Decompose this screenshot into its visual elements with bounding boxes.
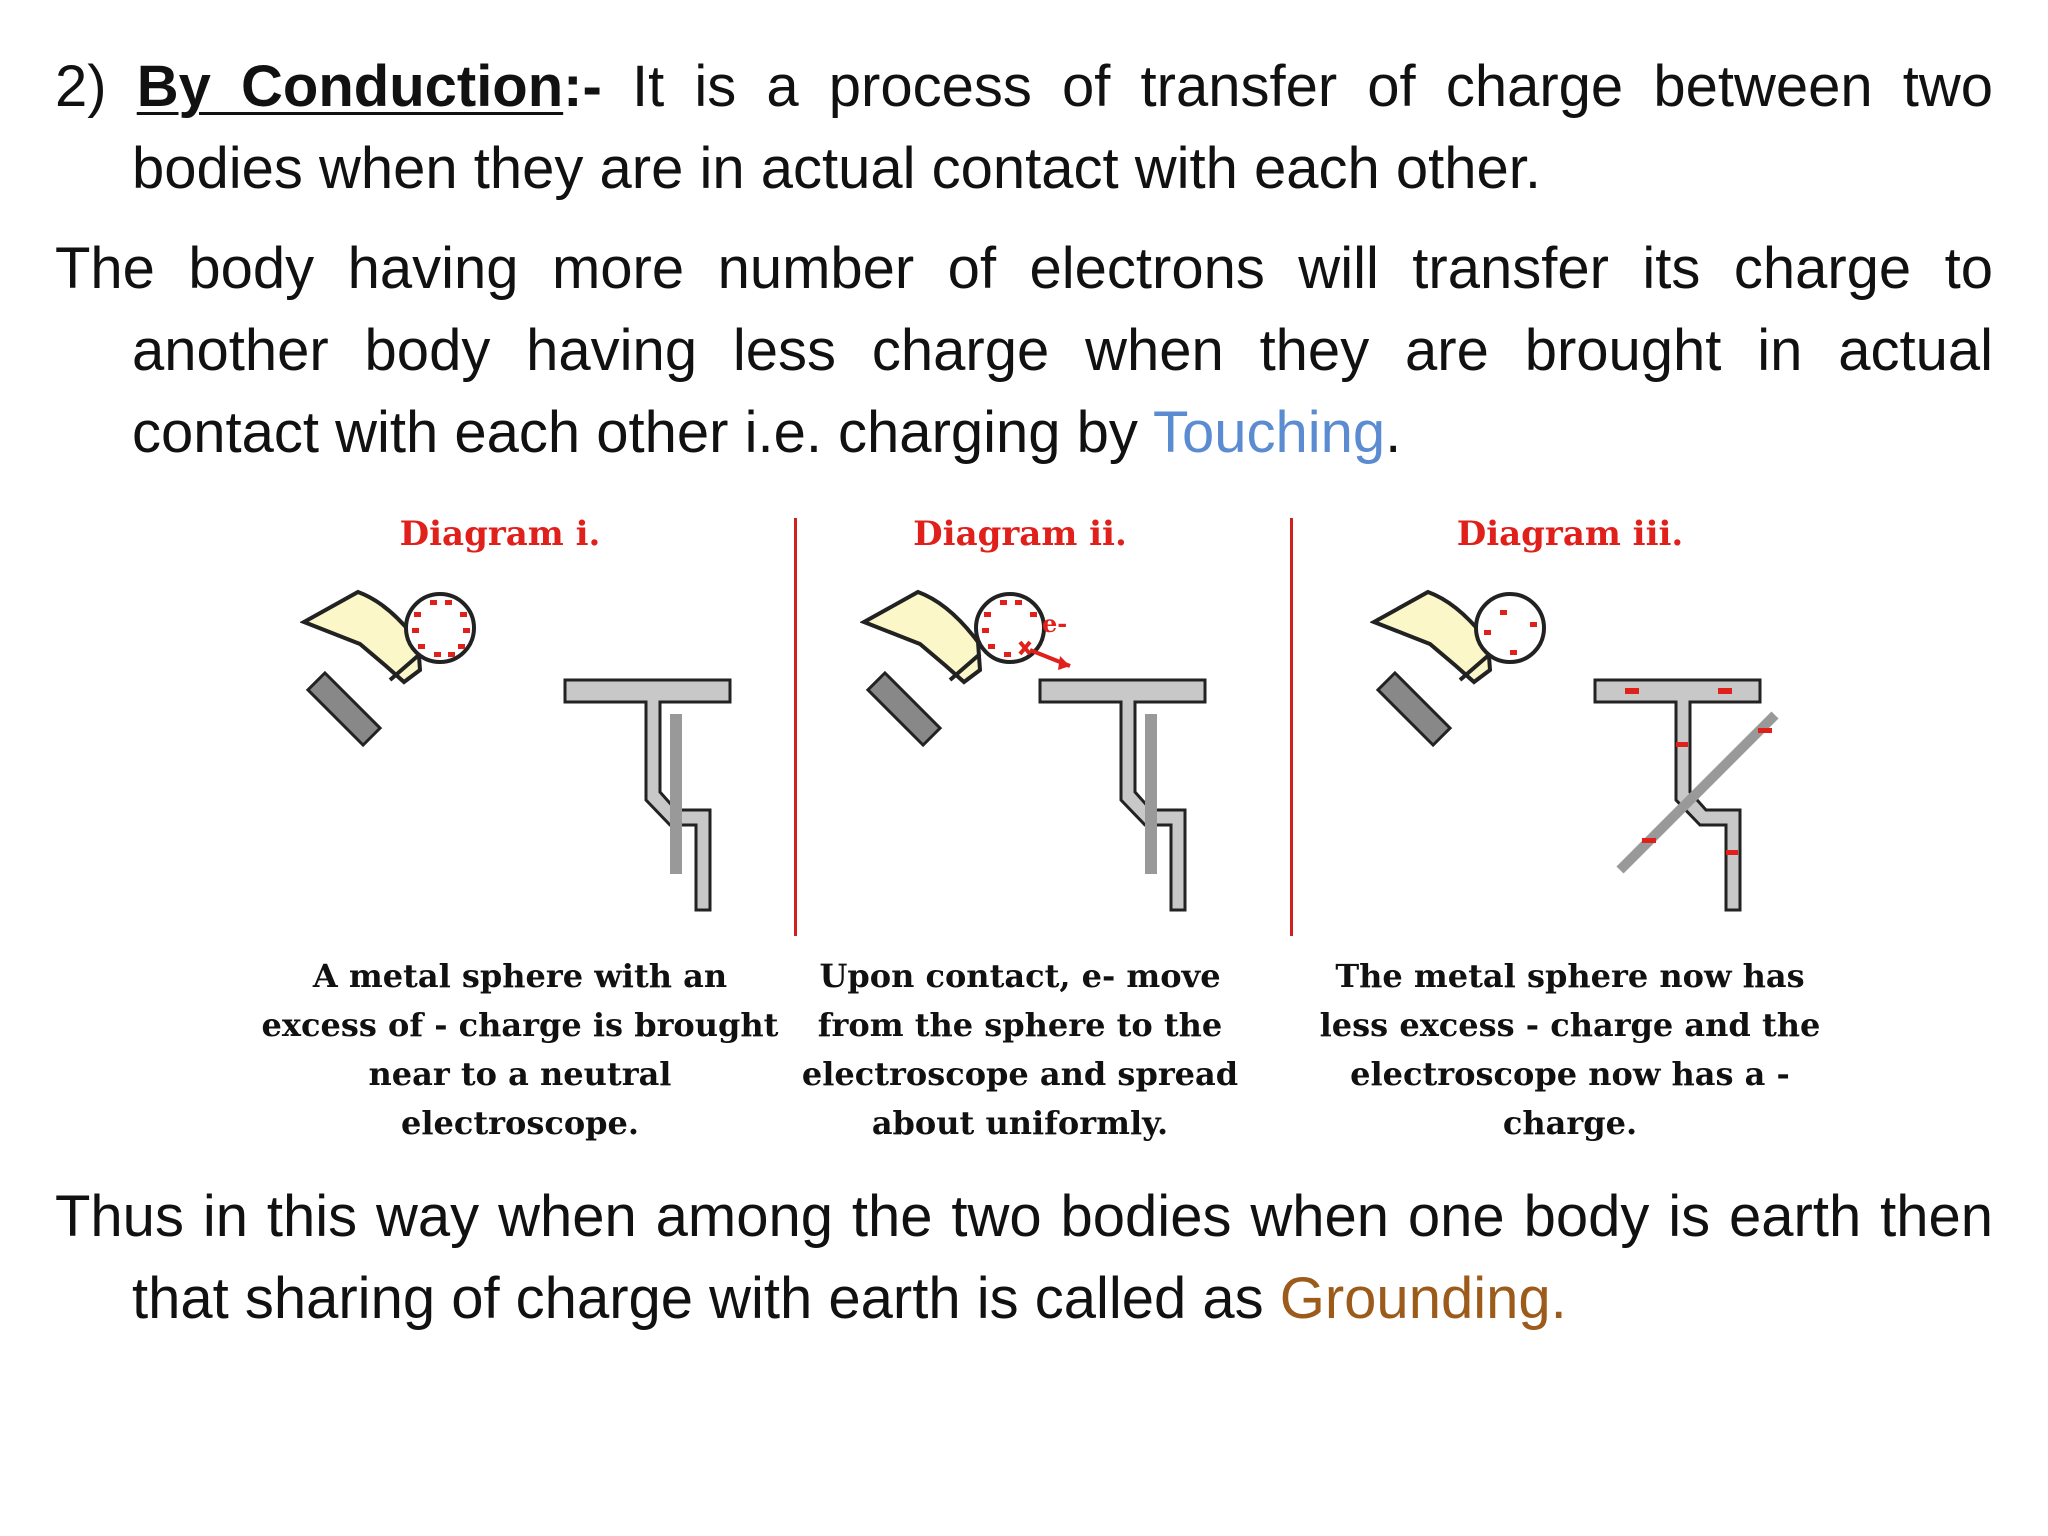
intro-paragraph	[55, 46, 1993, 210]
diagram-1-caption: A metal sphere with an excess of - charge is brought near to a neutral electroscope.	[261, 957, 779, 1142]
diagram-1-illustration	[300, 570, 740, 940]
diagram-2-illustration	[860, 570, 1300, 940]
charged-electroscope	[1595, 680, 1775, 910]
electroscope-leaf	[670, 714, 682, 874]
section-heading: By Conduction	[136, 54, 564, 119]
diagram-3-title: Diagram iii.	[1456, 514, 1684, 554]
diagram-3-caption: The metal sphere now has less excess - charge and the electroscope now has a - charge.	[1319, 957, 1821, 1142]
electroscope-leaf	[1145, 714, 1157, 874]
electroscope-leaf	[1620, 715, 1775, 870]
diagram-3-illustration	[1370, 570, 1810, 940]
body-paragraph	[55, 228, 1993, 474]
touching-highlight: Touching	[1152, 400, 1386, 465]
grounding-highlight: Grounding.	[1279, 1266, 1567, 1331]
charged-sphere	[406, 594, 474, 662]
body-text: The body having more number of electrons will transfer its charge to another body having less charge when they are brought in actual contact with each other i.e. charging by	[55, 236, 1993, 465]
electroscope	[1040, 680, 1205, 910]
body-text-end: .	[1385, 400, 1402, 465]
conduction-diagrams	[250, 500, 1900, 1170]
closing-text: Thus in this way when among the two bodies when one body is earth then that sharing of charge with earth is called as	[55, 1184, 1993, 1331]
diagram-2-title: Diagram ii.	[913, 514, 1127, 554]
charged-sphere	[1476, 594, 1544, 662]
closing-paragraph	[55, 1176, 1993, 1340]
insulating-handle	[1378, 673, 1450, 745]
insulating-handle	[308, 673, 380, 745]
insulating-handle	[868, 673, 940, 745]
divider-2	[1290, 518, 1293, 936]
diagram-1-title: Diagram i.	[399, 514, 601, 554]
electron-arrow	[1030, 650, 1070, 670]
section-number: 2)	[55, 54, 137, 119]
heading-suffix: :-	[563, 54, 602, 119]
intro-text: It is a process of transfer of charge between two bodies when they are in actual contact with each other.	[132, 54, 1994, 201]
electron-label: e-	[1042, 609, 1068, 638]
divider-1	[794, 518, 797, 936]
neutral-electroscope	[565, 680, 730, 910]
diagram-2-caption: Upon contact, e- move from the sphere to the electroscope and spread about uniformly.	[801, 957, 1239, 1142]
